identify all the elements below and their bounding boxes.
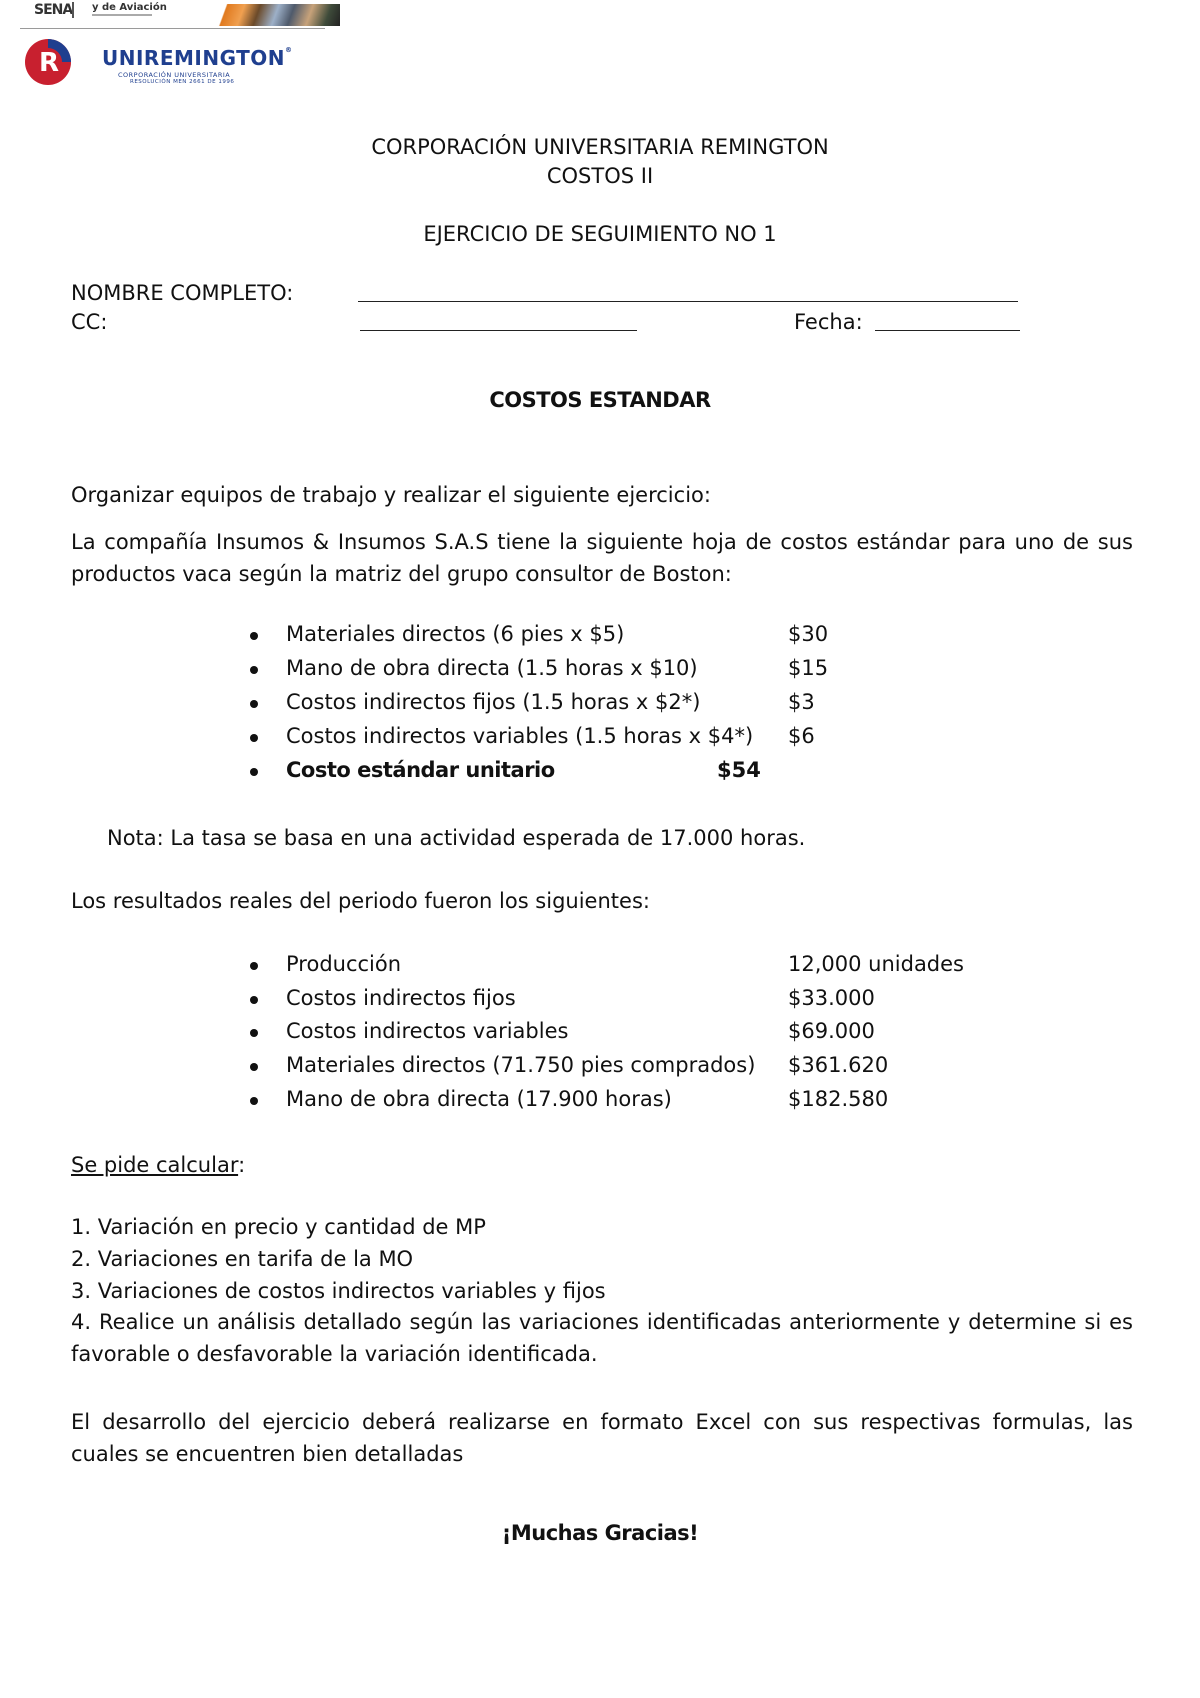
brand-name: UNIREMINGTON®: [102, 46, 293, 70]
aviation-subline: [92, 14, 152, 16]
standard-cost-value: $3: [788, 690, 815, 714]
bullet-icon: [250, 768, 258, 776]
ask-heading: Se pide calcular:: [71, 1153, 246, 1177]
standard-cost-total-label: Costo estándar unitario: [286, 758, 555, 782]
result-label: Materiales directos (71.750 pies comprados): [286, 1053, 756, 1077]
standard-cost-value: $30: [788, 622, 829, 646]
top-logo-strip: [20, 0, 325, 29]
name-field-line[interactable]: [358, 301, 1018, 302]
standard-cost-label: Mano de obra directa (1.5 horas x $10): [286, 656, 698, 680]
bullet-icon: [250, 632, 258, 640]
institution-title: CORPORACIÓN UNIVERSITARIA REMINGTON: [371, 135, 829, 159]
bullet-icon: [250, 962, 258, 970]
standard-cost-label: Materiales directos (6 pies x $5): [286, 622, 625, 646]
standard-cost-total-value: $54: [717, 758, 761, 782]
aviation-caption: y de Aviación: [92, 2, 167, 13]
results-intro: Los resultados reales del periodo fueron los siguientes:: [71, 889, 650, 913]
exercise-title: EJERCICIO DE SEGUIMIENTO NO 1: [423, 222, 777, 246]
standard-cost-value: $6: [788, 724, 815, 748]
problem-paragraph: La compañía Insumos & Insumos S.A.S tiene la siguiente hoja de costos estándar para uno de sus productos vaca según la matriz del grupo consultor de Boston:: [71, 530, 1133, 586]
header-photo-strip: [216, 4, 340, 26]
closing-paragraph: El desarrollo del ejercicio deberá realizarse en formato Excel con sus respectivas formulas, las cuales se encuentren bien detalladas: [71, 1410, 1133, 1466]
result-label: Costos indirectos variables: [286, 1019, 569, 1043]
sena-logo: SENA: [34, 2, 73, 18]
task-item: 4. Realice un análisis detallado según las variaciones identificadas anteriormente y determine si es favorable o desfavorable la variación identificada.: [71, 1310, 1133, 1366]
bullet-icon: [250, 996, 258, 1004]
bullet-icon: [250, 1097, 258, 1105]
bullet-icon: [250, 700, 258, 708]
brand-tagline-1: CORPORACIÓN UNIVERSITARIA: [118, 71, 231, 79]
cc-label: CC:: [71, 310, 108, 334]
result-value: $69.000: [788, 1019, 875, 1043]
intro-text: Organizar equipos de trabajo y realizar el siguiente ejercicio:: [71, 483, 711, 507]
task-item: 1. Variación en precio y cantidad de MP: [71, 1215, 486, 1239]
uniremington-r-icon: [22, 38, 82, 86]
task-item: 2. Variaciones en tarifa de la MO: [71, 1247, 414, 1271]
section-title: COSTOS ESTANDAR: [489, 388, 711, 412]
svg-text:R: R: [39, 48, 60, 78]
standard-cost-label: Costos indirectos variables (1.5 horas x $4*): [286, 724, 754, 748]
date-label: Fecha:: [794, 310, 863, 334]
bullet-icon: [250, 666, 258, 674]
result-value: $33.000: [788, 986, 875, 1010]
result-label: Producción: [286, 952, 402, 976]
bullet-icon: [250, 734, 258, 742]
course-title: COSTOS II: [546, 164, 654, 188]
thanks-text: ¡Muchas Gracias!: [501, 1521, 699, 1545]
task-item: 3. Variaciones de costos indirectos variables y fijos: [71, 1279, 606, 1303]
standard-cost-value: $15: [788, 656, 829, 680]
result-value: $182.580: [788, 1087, 889, 1111]
date-field-line[interactable]: [875, 330, 1020, 331]
uniremington-logo: [22, 38, 322, 90]
cc-field-line[interactable]: [360, 330, 637, 331]
result-value: 12,000 unidades: [788, 952, 964, 976]
result-label: Costos indirectos fijos: [286, 986, 516, 1010]
result-label: Mano de obra directa (17.900 horas): [286, 1087, 672, 1111]
logo-divider: [72, 2, 74, 18]
standard-cost-label: Costos indirectos fijos (1.5 horas x $2*): [286, 690, 701, 714]
bullet-icon: [250, 1029, 258, 1037]
brand-tagline-2: RESOLUCIÓN MEN 2661 DE 1996: [130, 79, 235, 85]
result-value: $361.620: [788, 1053, 889, 1077]
name-label: NOMBRE COMPLETO:: [71, 281, 294, 305]
bullet-icon: [250, 1063, 258, 1071]
note-text: Nota: La tasa se basa en una actividad esperada de 17.000 horas.: [107, 826, 806, 850]
